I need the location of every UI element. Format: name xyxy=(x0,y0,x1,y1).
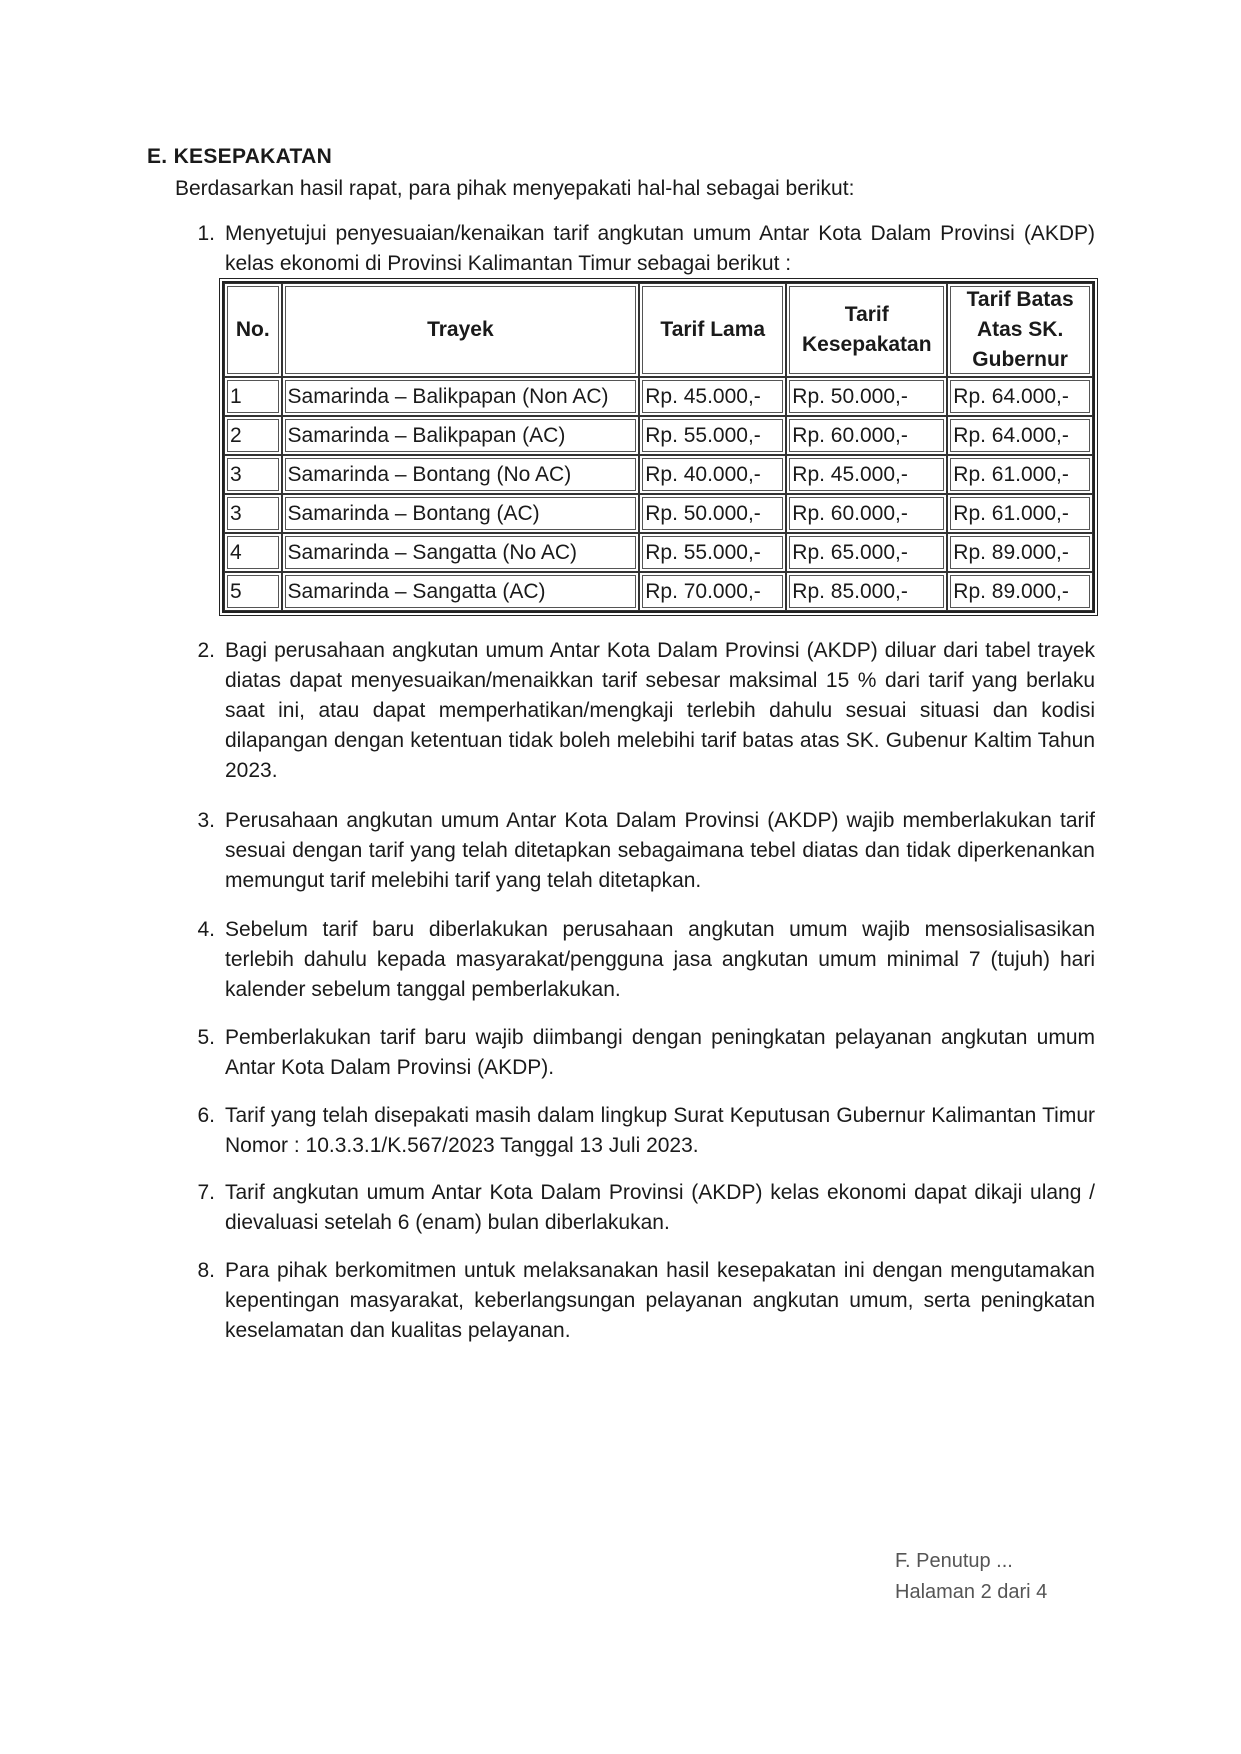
cell-tarif-batas: Rp. 64.000,- xyxy=(947,377,1093,416)
list-item-number: 4. xyxy=(197,918,215,941)
cell-tarif-kesepakatan: Rp. 60.000,- xyxy=(786,494,947,533)
header-trayek: Trayek xyxy=(282,283,640,377)
header-tarif-kesepakatan-line1: Tarif xyxy=(844,303,889,326)
cell-trayek: Samarinda – Bontang (AC) xyxy=(282,494,640,533)
cell-no: 3 xyxy=(224,455,282,494)
list-item-text: Tarif yang telah disepakati masih dalam lingkup Surat Keputusan Gubernur Kalimantan Timur Nomor : 10.3.3.1/K.567/2023 Tanggal 13 Juli 2023. xyxy=(225,1104,1095,1157)
list-item-number: 3. xyxy=(197,809,215,832)
cell-tarif-batas: Rp. 61.000,- xyxy=(947,455,1093,494)
list-item-number: 2. xyxy=(197,639,215,662)
table-row xyxy=(224,416,1093,455)
cell-tarif-kesepakatan: Rp. 50.000,- xyxy=(786,377,947,416)
table-row xyxy=(224,494,1093,533)
page-footer xyxy=(895,1546,1047,1608)
cell-no: 3 xyxy=(224,494,282,533)
table-row xyxy=(224,572,1093,611)
cell-tarif-batas: Rp. 61.000,- xyxy=(947,494,1093,533)
cell-tarif-lama: Rp. 50.000,- xyxy=(639,494,786,533)
cell-no: 4 xyxy=(224,533,282,572)
list-item-number: 5. xyxy=(197,1026,215,1049)
cell-tarif-kesepakatan: Rp. 60.000,- xyxy=(786,416,947,455)
cell-tarif-kesepakatan: Rp. 85.000,- xyxy=(786,572,947,611)
list-item-text: Pemberlakukan tarif baru wajib diimbangi dengan peningkatan pelayanan angkutan umum Antar Kota Dalam Provinsi (AKDP). xyxy=(225,1026,1095,1079)
cell-tarif-kesepakatan: Rp. 65.000,- xyxy=(786,533,947,572)
list-item-number: 7. xyxy=(197,1181,215,1204)
header-no: No. xyxy=(224,283,282,377)
cell-trayek: Samarinda – Sangatta (AC) xyxy=(282,572,640,611)
list-item-text: Tarif angkutan umum Antar Kota Dalam Provinsi (AKDP) kelas ekonomi dapat dikaji ulang / dievaluasi setelah 6 (enam) bulan diberlakukan. xyxy=(225,1181,1095,1234)
header-tarif-batas-line1: Tarif Batas xyxy=(966,288,1074,311)
cell-tarif-lama: Rp. 70.000,- xyxy=(639,572,786,611)
header-tarif-batas-line3: Gubernur xyxy=(972,348,1068,371)
page-number: Halaman 2 dari 4 xyxy=(895,1581,1048,1603)
list-item-text: Perusahaan angkutan umum Antar Kota Dalam Provinsi (AKDP) wajib memberlakukan tarif sesuai dengan tarif yang telah ditetapkan sebagaimana tebel diatas dan tidak diperkenankan memungut tarif melebihi tarif yang telah ditetapkan. xyxy=(225,809,1095,892)
cell-trayek: Samarinda – Bontang (No AC) xyxy=(282,455,640,494)
cell-no: 1 xyxy=(224,377,282,416)
cell-tarif-batas: Rp. 64.000,- xyxy=(947,416,1093,455)
list-item-text: Para pihak berkomitmen untuk melaksanakan hasil kesepakatan ini dengan mengutamakan kepentingan masyarakat, keberlangsungan pelayanan angkutan umum, serta peningkatan keselamatan dan kualitas pelayanan. xyxy=(225,1259,1095,1342)
cell-tarif-batas: Rp. 89.000,- xyxy=(947,533,1093,572)
header-tarif-batas-line2: Atas SK. xyxy=(976,318,1064,341)
header-tarif-lama: Tarif Lama xyxy=(639,283,786,377)
table-row xyxy=(224,533,1093,572)
cell-trayek: Samarinda – Sangatta (No AC) xyxy=(282,533,640,572)
list-item-text: Menyetujui penyesuaian/kenaikan tarif angkutan umum Antar Kota Dalam Provinsi (AKDP) kelas ekonomi di Provinsi Kalimantan Timur sebagai berikut : xyxy=(225,222,1095,275)
table-header-row xyxy=(224,283,1093,377)
cell-no: 5 xyxy=(224,572,282,611)
list-item-number: 8. xyxy=(197,1259,215,1282)
next-section-label: F. Penutup ... xyxy=(895,1550,1013,1572)
list-item-text: Bagi perusahaan angkutan umum Antar Kota Dalam Provinsi (AKDP) diluar dari tabel trayek diatas dapat menyesuaikan/menaikkan tarif sebesar maksimal 15 % dari tarif yang berlaku saat ini, atau dapat memperhatikan/mengkaji terlebih dahulu sesuai situasi dan kodisi dilapangan dengan ketentuan tidak boleh melebihi tarif batas atas SK. Gubenur Kaltim Tahun 2023. xyxy=(225,639,1095,782)
header-tarif-kesepakatan xyxy=(786,283,947,377)
list-item-number: 1. xyxy=(197,222,215,245)
cell-tarif-lama: Rp. 55.000,- xyxy=(639,416,786,455)
table-row xyxy=(224,377,1093,416)
cell-trayek: Samarinda – Balikpapan (Non AC) xyxy=(282,377,640,416)
cell-tarif-kesepakatan: Rp. 45.000,- xyxy=(786,455,947,494)
cell-no: 2 xyxy=(224,416,282,455)
header-tarif-kesepakatan-line2: Kesepakatan xyxy=(801,333,932,356)
cell-tarif-lama: Rp. 45.000,- xyxy=(639,377,786,416)
header-tarif-batas xyxy=(947,283,1093,377)
tariff-table xyxy=(222,281,1095,613)
section-heading: E. KESEPAKATAN xyxy=(147,145,333,168)
cell-tarif-lama: Rp. 40.000,- xyxy=(639,455,786,494)
section-intro: Berdasarkan hasil rapat, para pihak menyepakati hal-hal sebagai berikut: xyxy=(175,177,855,200)
list-item-text: Sebelum tarif baru diberlakukan perusahaan angkutan umum wajib mensosialisasikan terlebih dahulu kepada masyarakat/pengguna jasa angkutan umum minimal 7 (tujuh) hari kalender sebelum tanggal pemberlakukan. xyxy=(225,918,1095,1001)
cell-tarif-batas: Rp. 89.000,- xyxy=(947,572,1093,611)
cell-trayek: Samarinda – Balikpapan (AC) xyxy=(282,416,640,455)
list-item-number: 6. xyxy=(197,1104,215,1127)
cell-tarif-lama: Rp. 55.000,- xyxy=(639,533,786,572)
table-row xyxy=(224,455,1093,494)
